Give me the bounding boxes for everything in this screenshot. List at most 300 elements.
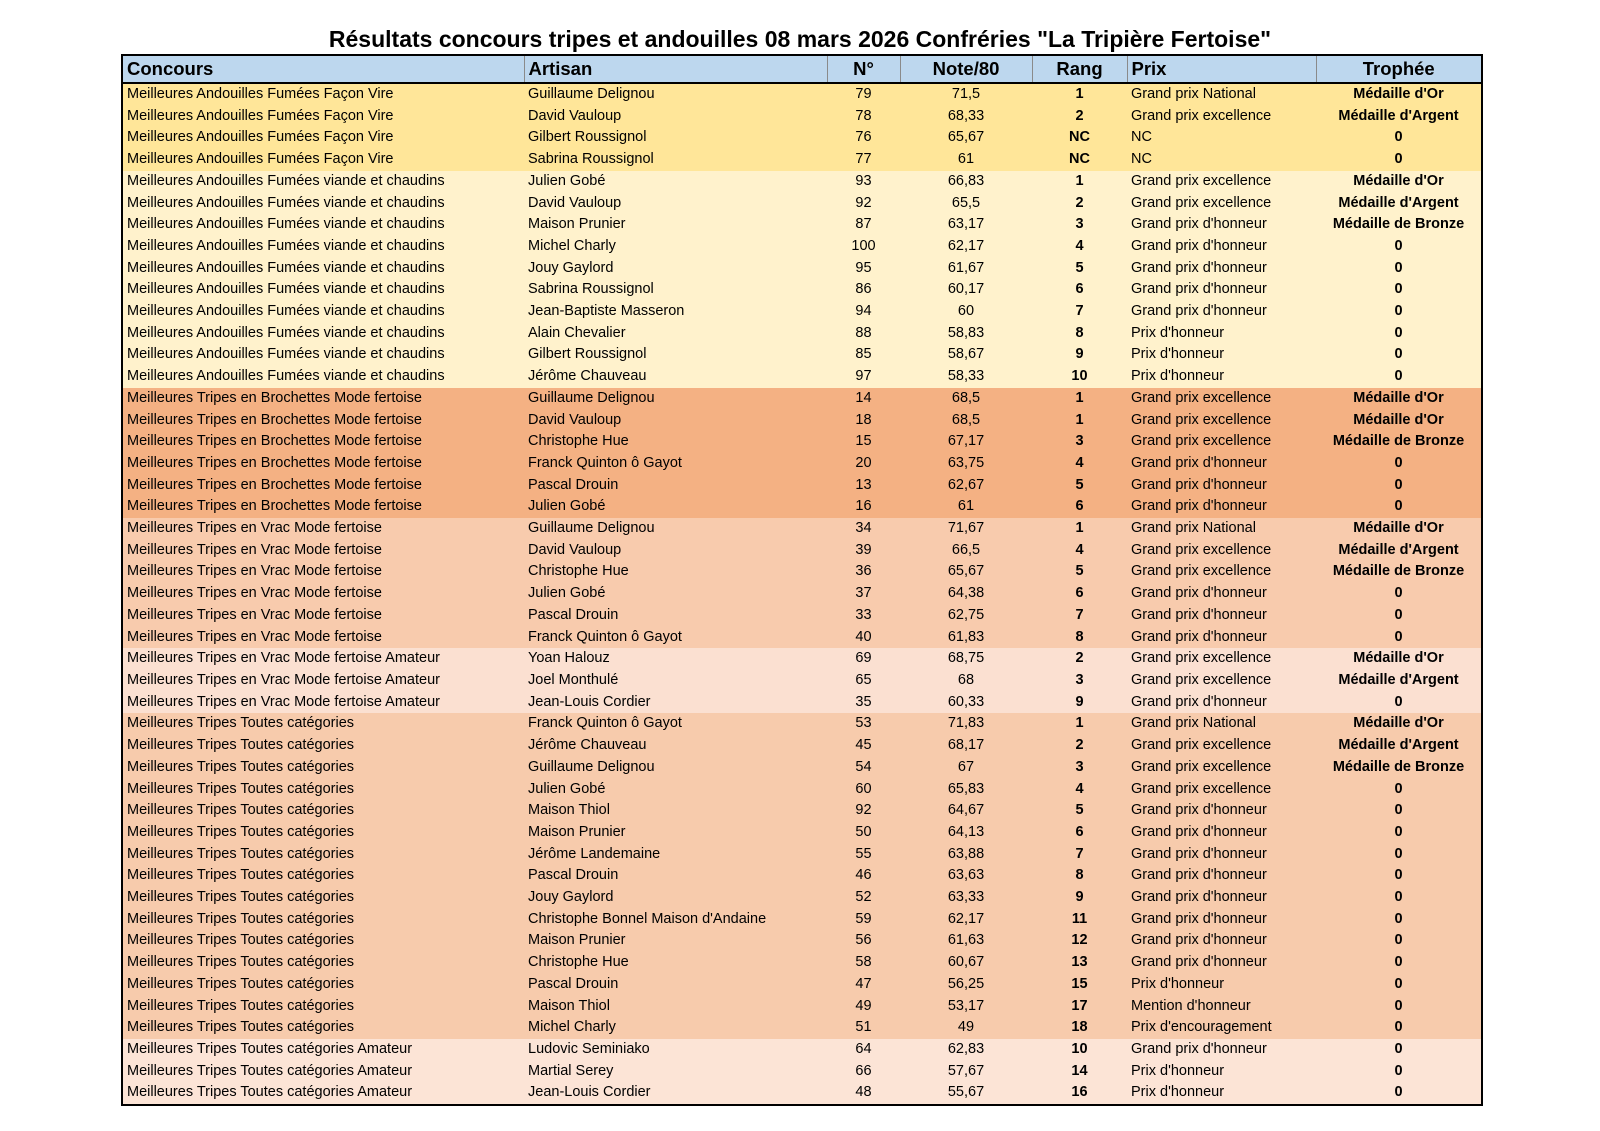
cell-numero: 49 <box>827 996 900 1018</box>
table-row <box>123 844 1481 866</box>
cell-trophee: 0 <box>1316 996 1481 1018</box>
cell-note: 64,38 <box>900 583 1032 605</box>
cell-concours: Meilleures Andouilles Fumées viande et chaudins <box>123 301 524 323</box>
cell-note: 68,17 <box>900 735 1032 757</box>
cell-trophee: Médaille d'Or <box>1316 648 1481 670</box>
cell-note: 62,75 <box>900 605 1032 627</box>
cell-concours: Meilleures Tripes en Brochettes Mode fertoise <box>123 388 524 410</box>
header-rang: Rang <box>1032 56 1127 83</box>
cell-concours: Meilleures Tripes Toutes catégories <box>123 952 524 974</box>
cell-numero: 52 <box>827 887 900 909</box>
cell-rang: 1 <box>1032 388 1127 410</box>
cell-trophee: 0 <box>1316 149 1481 171</box>
cell-trophee: Médaille d'Or <box>1316 518 1481 540</box>
cell-numero: 46 <box>827 865 900 887</box>
cell-prix: Grand prix d'honneur <box>1127 865 1316 887</box>
cell-note: 58,33 <box>900 366 1032 388</box>
cell-trophee: 0 <box>1316 1082 1481 1104</box>
cell-note: 62,83 <box>900 1039 1032 1061</box>
cell-concours: Meilleures Tripes en Vrac Mode fertoise Amateur <box>123 670 524 692</box>
cell-concours: Meilleures Tripes en Vrac Mode fertoise <box>123 583 524 605</box>
cell-trophee: 0 <box>1316 865 1481 887</box>
table-row <box>123 800 1481 822</box>
cell-artisan: Julien Gobé <box>524 779 827 801</box>
cell-rang: 1 <box>1032 410 1127 432</box>
table-row <box>123 1082 1481 1104</box>
cell-artisan: Jean-Louis Cordier <box>524 1082 827 1104</box>
cell-artisan: Gilbert Roussignol <box>524 344 827 366</box>
cell-numero: 45 <box>827 735 900 757</box>
table-row <box>123 366 1481 388</box>
cell-concours: Meilleures Andouilles Fumées viande et chaudins <box>123 258 524 280</box>
cell-rang: 4 <box>1032 779 1127 801</box>
cell-rang: 9 <box>1032 887 1127 909</box>
cell-prix: Grand prix d'honneur <box>1127 475 1316 497</box>
cell-concours: Meilleures Tripes Toutes catégories <box>123 713 524 735</box>
cell-rang: 10 <box>1032 1039 1127 1061</box>
cell-prix: Grand prix d'honneur <box>1127 909 1316 931</box>
cell-rang: 6 <box>1032 822 1127 844</box>
cell-note: 67,17 <box>900 431 1032 453</box>
table-row <box>123 83 1481 106</box>
results-table <box>121 54 1483 1106</box>
cell-artisan: Jérôme Landemaine <box>524 844 827 866</box>
cell-prix: Grand prix excellence <box>1127 171 1316 193</box>
cell-numero: 88 <box>827 323 900 345</box>
cell-trophee: Médaille de Bronze <box>1316 214 1481 236</box>
cell-concours: Meilleures Andouilles Fumées viande et chaudins <box>123 171 524 193</box>
header-numero: N° <box>827 56 900 83</box>
cell-numero: 51 <box>827 1017 900 1039</box>
cell-artisan: Joel Monthulé <box>524 670 827 692</box>
table-row <box>123 887 1481 909</box>
cell-numero: 18 <box>827 410 900 432</box>
cell-artisan: Guillaume Delignou <box>524 518 827 540</box>
table-row <box>123 1039 1481 1061</box>
cell-trophee: 0 <box>1316 279 1481 301</box>
cell-trophee: 0 <box>1316 496 1481 518</box>
cell-prix: Grand prix d'honneur <box>1127 453 1316 475</box>
cell-numero: 87 <box>827 214 900 236</box>
cell-trophee: 0 <box>1316 1017 1481 1039</box>
cell-trophee: Médaille d'Argent <box>1316 106 1481 128</box>
cell-note: 63,17 <box>900 214 1032 236</box>
cell-rang: 7 <box>1032 844 1127 866</box>
cell-trophee: 0 <box>1316 692 1481 714</box>
cell-numero: 94 <box>827 301 900 323</box>
cell-concours: Meilleures Tripes en Vrac Mode fertoise <box>123 627 524 649</box>
cell-concours: Meilleures Andouilles Fumées viande et chaudins <box>123 279 524 301</box>
cell-artisan: David Vauloup <box>524 540 827 562</box>
cell-concours: Meilleures Andouilles Fumées Façon Vire <box>123 149 524 171</box>
cell-artisan: Gilbert Roussignol <box>524 127 827 149</box>
cell-trophee: 0 <box>1316 127 1481 149</box>
cell-note: 66,83 <box>900 171 1032 193</box>
cell-numero: 100 <box>827 236 900 258</box>
cell-rang: 16 <box>1032 1082 1127 1104</box>
cell-prix: Grand prix d'honneur <box>1127 258 1316 280</box>
cell-note: 60,33 <box>900 692 1032 714</box>
cell-numero: 50 <box>827 822 900 844</box>
cell-rang: 4 <box>1032 236 1127 258</box>
table-row <box>123 540 1481 562</box>
cell-artisan: Maison Thiol <box>524 800 827 822</box>
cell-note: 61 <box>900 496 1032 518</box>
cell-concours: Meilleures Tripes en Vrac Mode fertoise <box>123 518 524 540</box>
cell-numero: 16 <box>827 496 900 518</box>
cell-artisan: Christophe Hue <box>524 952 827 974</box>
cell-prix: Grand prix excellence <box>1127 193 1316 215</box>
cell-trophee: Médaille de Bronze <box>1316 561 1481 583</box>
cell-note: 55,67 <box>900 1082 1032 1104</box>
cell-artisan: Pascal Drouin <box>524 605 827 627</box>
cell-trophee: 0 <box>1316 258 1481 280</box>
table-row <box>123 453 1481 475</box>
cell-note: 61 <box>900 149 1032 171</box>
cell-concours: Meilleures Tripes Toutes catégories <box>123 800 524 822</box>
cell-numero: 77 <box>827 149 900 171</box>
cell-prix: Grand prix d'honneur <box>1127 605 1316 627</box>
cell-rang: 8 <box>1032 627 1127 649</box>
header-row <box>123 56 1481 83</box>
cell-numero: 78 <box>827 106 900 128</box>
cell-trophee: 0 <box>1316 475 1481 497</box>
cell-numero: 48 <box>827 1082 900 1104</box>
cell-rang: 3 <box>1032 757 1127 779</box>
cell-concours: Meilleures Tripes Toutes catégories <box>123 735 524 757</box>
cell-concours: Meilleures Andouilles Fumées viande et chaudins <box>123 366 524 388</box>
cell-rang: 12 <box>1032 930 1127 952</box>
table-row <box>123 475 1481 497</box>
cell-numero: 14 <box>827 388 900 410</box>
cell-note: 60,67 <box>900 952 1032 974</box>
cell-concours: Meilleures Tripes Toutes catégories Amateur <box>123 1082 524 1104</box>
cell-numero: 47 <box>827 974 900 996</box>
header-trophee: Trophée <box>1316 56 1481 83</box>
cell-concours: Meilleures Tripes Toutes catégories <box>123 844 524 866</box>
cell-numero: 60 <box>827 779 900 801</box>
cell-numero: 59 <box>827 909 900 931</box>
cell-concours: Meilleures Tripes en Vrac Mode fertoise Amateur <box>123 648 524 670</box>
cell-numero: 79 <box>827 83 900 106</box>
cell-numero: 40 <box>827 627 900 649</box>
cell-prix: Grand prix excellence <box>1127 648 1316 670</box>
cell-prix: Grand prix excellence <box>1127 106 1316 128</box>
table-row <box>123 779 1481 801</box>
header-concours: Concours <box>123 56 524 83</box>
cell-note: 63,75 <box>900 453 1032 475</box>
cell-artisan: Julien Gobé <box>524 583 827 605</box>
cell-artisan: David Vauloup <box>524 106 827 128</box>
cell-concours: Meilleures Tripes Toutes catégories Amateur <box>123 1061 524 1083</box>
cell-rang: 6 <box>1032 279 1127 301</box>
cell-prix: Grand prix d'honneur <box>1127 800 1316 822</box>
table-row <box>123 735 1481 757</box>
table-row <box>123 301 1481 323</box>
cell-trophee: Médaille d'Argent <box>1316 540 1481 562</box>
cell-concours: Meilleures Tripes Toutes catégories <box>123 1017 524 1039</box>
cell-artisan: Michel Charly <box>524 1017 827 1039</box>
cell-rang: 2 <box>1032 735 1127 757</box>
table-row <box>123 627 1481 649</box>
cell-rang: 9 <box>1032 344 1127 366</box>
cell-rang: 1 <box>1032 83 1127 106</box>
cell-numero: 58 <box>827 952 900 974</box>
cell-concours: Meilleures Tripes en Brochettes Mode fertoise <box>123 431 524 453</box>
cell-artisan: Jean-Baptiste Masseron <box>524 301 827 323</box>
cell-note: 61,63 <box>900 930 1032 952</box>
cell-numero: 69 <box>827 648 900 670</box>
cell-artisan: Franck Quinton ô Gayot <box>524 627 827 649</box>
cell-trophee: Médaille d'Argent <box>1316 193 1481 215</box>
cell-trophee: 0 <box>1316 453 1481 475</box>
cell-note: 62,67 <box>900 475 1032 497</box>
cell-concours: Meilleures Andouilles Fumées viande et chaudins <box>123 236 524 258</box>
cell-trophee: 0 <box>1316 1061 1481 1083</box>
table-row <box>123 952 1481 974</box>
cell-note: 64,13 <box>900 822 1032 844</box>
cell-concours: Meilleures Andouilles Fumées viande et chaudins <box>123 323 524 345</box>
cell-prix: Grand prix d'honneur <box>1127 301 1316 323</box>
table-row <box>123 670 1481 692</box>
cell-concours: Meilleures Andouilles Fumées Façon Vire <box>123 127 524 149</box>
cell-numero: 85 <box>827 344 900 366</box>
cell-prix: Grand prix d'honneur <box>1127 496 1316 518</box>
cell-prix: Grand prix excellence <box>1127 670 1316 692</box>
cell-numero: 93 <box>827 171 900 193</box>
cell-concours: Meilleures Tripes Toutes catégories <box>123 865 524 887</box>
table-row <box>123 279 1481 301</box>
cell-trophee: Médaille d'Or <box>1316 713 1481 735</box>
cell-rang: 2 <box>1032 106 1127 128</box>
cell-note: 63,88 <box>900 844 1032 866</box>
cell-note: 57,67 <box>900 1061 1032 1083</box>
cell-prix: Grand prix d'honneur <box>1127 214 1316 236</box>
table-row <box>123 106 1481 128</box>
cell-artisan: Maison Prunier <box>524 822 827 844</box>
cell-rang: 8 <box>1032 323 1127 345</box>
cell-trophee: 0 <box>1316 909 1481 931</box>
cell-trophee: 0 <box>1316 930 1481 952</box>
cell-prix: Mention d'honneur <box>1127 996 1316 1018</box>
cell-artisan: Guillaume Delignou <box>524 388 827 410</box>
table-row <box>123 344 1481 366</box>
cell-artisan: Pascal Drouin <box>524 974 827 996</box>
cell-artisan: Guillaume Delignou <box>524 757 827 779</box>
cell-artisan: Julien Gobé <box>524 496 827 518</box>
cell-rang: 17 <box>1032 996 1127 1018</box>
cell-artisan: Yoan Halouz <box>524 648 827 670</box>
cell-note: 68,33 <box>900 106 1032 128</box>
cell-numero: 34 <box>827 518 900 540</box>
cell-trophee: 0 <box>1316 366 1481 388</box>
cell-prix: Grand prix d'honneur <box>1127 236 1316 258</box>
table-row <box>123 431 1481 453</box>
cell-note: 65,67 <box>900 127 1032 149</box>
page-title: Résultats concours tripes et andouilles 08 mars 2026 Confréries "La Tripière Fertoise" <box>328 26 1272 52</box>
table-row <box>123 410 1481 432</box>
cell-note: 49 <box>900 1017 1032 1039</box>
cell-note: 62,17 <box>900 236 1032 258</box>
cell-trophee: Médaille d'Or <box>1316 388 1481 410</box>
cell-trophee: 0 <box>1316 952 1481 974</box>
table-row <box>123 193 1481 215</box>
table-row <box>123 214 1481 236</box>
cell-trophee: Médaille d'Or <box>1316 83 1481 106</box>
cell-prix: Grand prix d'honneur <box>1127 822 1316 844</box>
table-row <box>123 518 1481 540</box>
table-row <box>123 1017 1481 1039</box>
cell-prix: Grand prix excellence <box>1127 735 1316 757</box>
cell-rang: 5 <box>1032 561 1127 583</box>
cell-artisan: Maison Prunier <box>524 930 827 952</box>
cell-trophee: Médaille de Bronze <box>1316 431 1481 453</box>
cell-artisan: Martial Serey <box>524 1061 827 1083</box>
cell-note: 61,67 <box>900 258 1032 280</box>
cell-trophee: 0 <box>1316 800 1481 822</box>
cell-concours: Meilleures Tripes en Vrac Mode fertoise <box>123 540 524 562</box>
cell-note: 58,67 <box>900 344 1032 366</box>
cell-concours: Meilleures Tripes Toutes catégories <box>123 909 524 931</box>
cell-artisan: Alain Chevalier <box>524 323 827 345</box>
table-row <box>123 583 1481 605</box>
cell-concours: Meilleures Tripes en Vrac Mode fertoise <box>123 605 524 627</box>
cell-artisan: Ludovic Seminiako <box>524 1039 827 1061</box>
table-row <box>123 692 1481 714</box>
cell-rang: 4 <box>1032 453 1127 475</box>
cell-prix: Grand prix d'honneur <box>1127 279 1316 301</box>
cell-prix: Prix d'honneur <box>1127 323 1316 345</box>
table-row <box>123 605 1481 627</box>
cell-note: 64,67 <box>900 800 1032 822</box>
cell-trophee: Médaille d'Or <box>1316 171 1481 193</box>
cell-note: 68,5 <box>900 388 1032 410</box>
header-prix: Prix <box>1127 56 1316 83</box>
cell-concours: Meilleures Andouilles Fumées viande et chaudins <box>123 214 524 236</box>
cell-rang: 2 <box>1032 648 1127 670</box>
cell-concours: Meilleures Tripes Toutes catégories <box>123 974 524 996</box>
cell-artisan: David Vauloup <box>524 193 827 215</box>
cell-artisan: Jouy Gaylord <box>524 258 827 280</box>
cell-prix: Grand prix excellence <box>1127 561 1316 583</box>
cell-rang: 9 <box>1032 692 1127 714</box>
cell-artisan: Guillaume Delignou <box>524 83 827 106</box>
cell-concours: Meilleures Tripes en Brochettes Mode fertoise <box>123 496 524 518</box>
cell-artisan: Jérôme Chauveau <box>524 735 827 757</box>
cell-rang: 1 <box>1032 518 1127 540</box>
table-row <box>123 561 1481 583</box>
cell-trophee: 0 <box>1316 1039 1481 1061</box>
cell-trophee: 0 <box>1316 236 1481 258</box>
table-row <box>123 909 1481 931</box>
cell-concours: Meilleures Tripes en Vrac Mode fertoise Amateur <box>123 692 524 714</box>
cell-numero: 66 <box>827 1061 900 1083</box>
cell-artisan: Maison Prunier <box>524 214 827 236</box>
cell-trophee: Médaille de Bronze <box>1316 757 1481 779</box>
cell-concours: Meilleures Tripes en Brochettes Mode fertoise <box>123 453 524 475</box>
cell-numero: 53 <box>827 713 900 735</box>
cell-concours: Meilleures Tripes en Brochettes Mode fertoise <box>123 475 524 497</box>
cell-artisan: Christophe Hue <box>524 561 827 583</box>
cell-note: 65,83 <box>900 779 1032 801</box>
cell-trophee: 0 <box>1316 779 1481 801</box>
cell-note: 71,5 <box>900 83 1032 106</box>
cell-prix: Prix d'honneur <box>1127 1082 1316 1104</box>
cell-numero: 55 <box>827 844 900 866</box>
cell-note: 68,75 <box>900 648 1032 670</box>
cell-concours: Meilleures Tripes en Vrac Mode fertoise <box>123 561 524 583</box>
cell-rang: 1 <box>1032 713 1127 735</box>
cell-rang: 3 <box>1032 214 1127 236</box>
table-row <box>123 127 1481 149</box>
cell-note: 65,5 <box>900 193 1032 215</box>
table-row <box>123 323 1481 345</box>
cell-numero: 76 <box>827 127 900 149</box>
cell-trophee: 0 <box>1316 344 1481 366</box>
cell-prix: Prix d'honneur <box>1127 366 1316 388</box>
cell-artisan: Maison Thiol <box>524 996 827 1018</box>
cell-artisan: Michel Charly <box>524 236 827 258</box>
cell-rang: 7 <box>1032 605 1127 627</box>
cell-numero: 54 <box>827 757 900 779</box>
cell-concours: Meilleures Andouilles Fumées viande et chaudins <box>123 344 524 366</box>
cell-numero: 56 <box>827 930 900 952</box>
cell-artisan: Christophe Bonnel Maison d'Andaine <box>524 909 827 931</box>
cell-prix: Grand prix d'honneur <box>1127 583 1316 605</box>
header-note: Note/80 <box>900 56 1032 83</box>
cell-artisan: David Vauloup <box>524 410 827 432</box>
cell-rang: 8 <box>1032 865 1127 887</box>
cell-trophee: Médaille d'Argent <box>1316 735 1481 757</box>
cell-rang: 3 <box>1032 670 1127 692</box>
cell-rang: 3 <box>1032 431 1127 453</box>
cell-prix: Grand prix d'honneur <box>1127 844 1316 866</box>
table-row <box>123 496 1481 518</box>
table-row <box>123 1061 1481 1083</box>
cell-concours: Meilleures Tripes Toutes catégories <box>123 887 524 909</box>
cell-trophee: Médaille d'Or <box>1316 410 1481 432</box>
cell-prix: Grand prix National <box>1127 83 1316 106</box>
table-row <box>123 258 1481 280</box>
cell-rang: 6 <box>1032 583 1127 605</box>
cell-numero: 33 <box>827 605 900 627</box>
cell-rang: 18 <box>1032 1017 1127 1039</box>
cell-numero: 35 <box>827 692 900 714</box>
cell-rang: 5 <box>1032 800 1127 822</box>
cell-rang: 4 <box>1032 540 1127 562</box>
cell-rang: 10 <box>1032 366 1127 388</box>
cell-numero: 92 <box>827 193 900 215</box>
cell-concours: Meilleures Tripes Toutes catégories Amateur <box>123 1039 524 1061</box>
cell-note: 63,63 <box>900 865 1032 887</box>
table-row <box>123 149 1481 171</box>
cell-prix: Grand prix d'honneur <box>1127 692 1316 714</box>
cell-artisan: Jouy Gaylord <box>524 887 827 909</box>
cell-numero: 15 <box>827 431 900 453</box>
cell-concours: Meilleures Tripes Toutes catégories <box>123 930 524 952</box>
cell-note: 66,5 <box>900 540 1032 562</box>
table-row <box>123 930 1481 952</box>
table-row <box>123 648 1481 670</box>
cell-trophee: Médaille d'Argent <box>1316 670 1481 692</box>
cell-prix: NC <box>1127 127 1316 149</box>
cell-note: 68 <box>900 670 1032 692</box>
cell-concours: Meilleures Tripes Toutes catégories <box>123 757 524 779</box>
cell-numero: 13 <box>827 475 900 497</box>
cell-note: 67 <box>900 757 1032 779</box>
cell-prix: Grand prix d'honneur <box>1127 627 1316 649</box>
cell-note: 71,67 <box>900 518 1032 540</box>
